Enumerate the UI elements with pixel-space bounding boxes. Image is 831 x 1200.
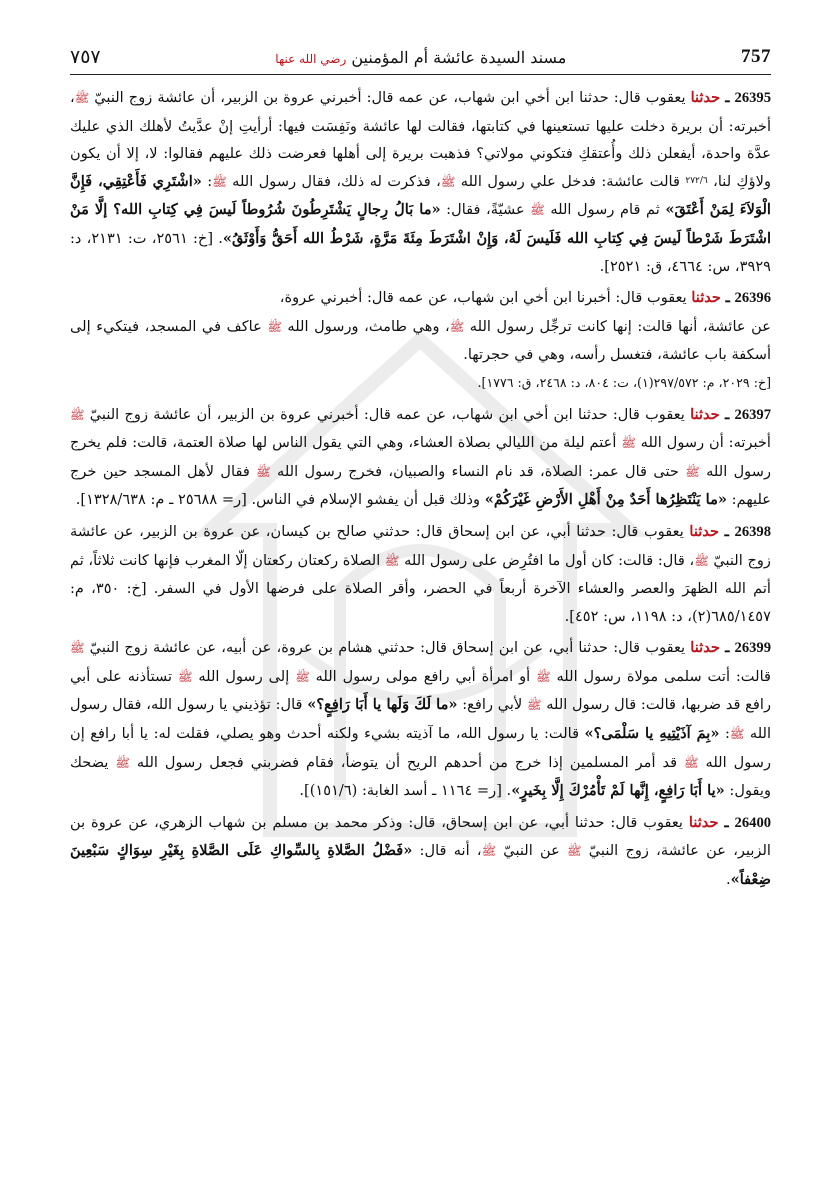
hadith-number: 26396 <box>734 290 771 307</box>
hadith-text <box>220 89 685 106</box>
hadith-number: 26400 <box>734 814 772 831</box>
page-header <box>70 40 771 75</box>
prophetic-quote: «فَضْلُ الصَّلاةِ بِالسِّواكِ عَلَى الصَّلاةِ بِغَيْرِ سِوَاكٍ سَبْعِينَ ضِعْفاً» <box>70 842 771 889</box>
text-run: يعقوب قال: أخبرنا ابن أخي ابن شهاب، عن عمه قال: أخبرني عروة، <box>279 289 687 307</box>
salla-symbol: ﷺ <box>295 669 310 684</box>
haddathana-label: حدثنا <box>690 89 721 106</box>
hadith-paragraph <box>70 84 771 280</box>
text-run: . <box>725 871 731 889</box>
text-run: ، قال: قالت: كان أول ما افتُرِض على رسول الله <box>399 551 695 569</box>
hadith-number: 26395 <box>734 90 772 106</box>
page-number-arabic: ٧٥٧ <box>70 46 101 68</box>
text-run: ، فذكرت له ذلك، فقال رسول الله <box>226 172 441 190</box>
hadith-entry <box>70 518 771 630</box>
salla-symbol: ﷺ <box>440 174 456 189</box>
running-title-text: مسند السيدة عائشة أم المؤمنين <box>351 47 567 67</box>
text-run: يعقوب قال: حدثنا أبي، عن ابن إسحاق، قال: وذكر محمد بن مسلم بن شهاب الزهري، عن عروة بن الزبير، عن عائشة، زوج النبيّ <box>70 813 771 860</box>
hadith-text <box>70 639 771 799</box>
prophetic-quote: «بِمَ آذَيْتِيهِ يا سَلْمَى؟» <box>584 725 720 743</box>
text-run: فقال لأهل المسجد حين خرج عليهم: <box>70 462 771 509</box>
text-run: أن عائشة زوج النبيّ <box>89 89 216 106</box>
text-run: حتى قال عمر: الصلاة، قد نام النساء والصبيان، فخرج رسول الله <box>270 462 686 480</box>
salla-symbol: ﷺ <box>685 464 700 479</box>
text-run: عن النبيّ <box>496 842 568 860</box>
text-run: ، أخبرته: أن بريرة دخلت عليها تستعينها في كتابتها، فقالت لها عائشة ونَفِسَت فيها: أرأيتِ إنْ عدَّيتُ لأهلك الذي عليك عدَّة واحدة، أيفعلن ذلك وأُعتقكِ فتكوني مولاتي؟ فذهبت بريرة إلى أهلها فعرضت ذلك عليهم فقالوا: لا، إلا أن يكون ولاؤكِ لنا، <box>70 89 771 190</box>
text-run: يعقوب قال: حدثنا أبي، عن ابن إسحاق قال: حدثني هشام بن عروة، عن أبيه، عن عائشة زوج النبيّ <box>84 639 686 657</box>
hadith-text <box>280 289 687 306</box>
haddathana-label: حدثنا <box>691 289 721 307</box>
hadith-entry <box>70 634 771 805</box>
text-run: إلى رسول الله <box>192 667 296 685</box>
salla-symbol: ﷺ <box>449 319 465 334</box>
text-run: قالت: أتت سلمى مولاة رسول الله <box>550 667 771 685</box>
text-run: لأبي رافع: <box>457 696 527 714</box>
text-run: أعتم ليلة من الليالي بصلاة العشاء، وهي التي يقول الناس لها صلاة العتمة، قالت: فلم يخرج رسول الله <box>70 434 771 480</box>
salla-symbol: ﷺ <box>70 641 85 656</box>
text-run: قد أمر المسلمين إذا خرج من أحدهم الريح أن يتوضأ، فقام فضربني فجعل رسول الله <box>129 753 685 771</box>
text-run: وذلك قبل أن يفشو الإسلام في الناس. [ر= ٢٥٦٨٨ ـ م: ١٣٢٨/٦٣٨]. <box>75 491 485 509</box>
dash: ـ <box>724 813 729 831</box>
dash: ـ <box>725 639 730 657</box>
text-run: قالت: يا رسول الله، ما آذيته بشيء ولكنه أحدث وهو يصلي، فقلت له: يا أبا رافع إن رسول الله <box>70 725 772 771</box>
text-run: الصلاة ركعتان ركعتان إلّا المغرب فإنها كانت ثلاثاً، ثم أتم الله الظهرَ والعصر والعشاء الآخرة أربعاً في الحضر، وأقر الصلاة على فرضها الأول في السفر. [خ: ٣٥٠، م: ٦٨٥/١٤٥٧(٢)، د: ١١٩٨، س: ٤٥٢]. <box>70 551 771 625</box>
text-run: أو امرأة أبي رافع مولى رسول الله <box>309 667 537 685</box>
text-run: . [ر= ١١٦٤ ـ أسد الغابة: (١٥١/٦)]. <box>299 782 512 800</box>
text-run: تستأذنه على أبي رافع قد ضربها، قالت: قال رسول الله <box>70 667 772 714</box>
text-run: عاكف في المسجد، فيتكيء إلى أسكفة باب عائشة، فتغسل رأسه، وهي في حجرتها. <box>70 317 771 364</box>
dash: ـ <box>725 89 730 106</box>
dash: ـ <box>724 522 729 540</box>
salla-symbol: ﷺ <box>694 553 709 568</box>
hadith-text <box>70 318 771 364</box>
salla-symbol: ﷺ <box>384 553 400 568</box>
salla-symbol: ﷺ <box>115 755 130 770</box>
salla-symbol: ﷺ <box>74 91 90 105</box>
text-run: يعقوب قال: حدثنا ابن أخي ابن شهاب، عن عمه قال: أخبرني عروة بن الزبير، <box>220 89 686 106</box>
text-run: : <box>719 725 730 743</box>
prophetic-quote: «ما لَكَ وَلَها يا أَبَا رَافِعٍ؟» <box>307 696 458 714</box>
prophetic-quote: «ما بَالُ رِجالٍ يَشْتَرِطُونَ شُرُوطاً لَيسَ فِي كِتابِ الله؟ إلَّا مَنْ اشْتَرَطَ شَرْطاً لَيسَ فِي كِتابِ الله فَلَيسَ لَهُ، وَإِنْ اشْتَرَطَ مِئَةَ مَرَّةٍ، شَرْطُ الله أَحَقُّ وَأَوْثَقُ» <box>70 201 772 247</box>
prophetic-quote: «اشْتَرِي فَأَعْتِقِي، فَإِنَّ الْوَلاَءَ لِمَنْ أَعْتَقَ» <box>70 172 771 219</box>
salla-symbol: ﷺ <box>729 727 745 742</box>
text-run: أخبرته: أن رسول الله <box>635 434 771 452</box>
dash: ـ <box>725 289 730 307</box>
salla-symbol: ﷺ <box>481 844 497 859</box>
salla-symbol: ﷺ <box>621 436 636 451</box>
salla-symbol: ﷺ <box>267 319 282 334</box>
prophetic-quote: «ما يَنْتَظِرُها أَحَدٌ مِنْ أَهْلِ الأَرْضِ غَيْرَكُمْ» <box>484 491 728 509</box>
hadith-entry <box>70 84 771 280</box>
salla-symbol: ﷺ <box>70 407 85 422</box>
haddathana-label: حدثنا <box>690 639 720 657</box>
hadith-paragraph <box>70 634 771 805</box>
hadith-number: 26398 <box>734 523 772 540</box>
hadith-number: 26397 <box>734 406 771 423</box>
hadith-entry <box>70 401 771 514</box>
salla-symbol: ﷺ <box>530 203 545 218</box>
hadith-entry <box>70 809 771 894</box>
hadith-paragraph <box>70 401 771 514</box>
prophetic-quote: «يا أَبَا رَافِعٍ، إِنَّها لَمْ تَأْمُرْكَ إِلَّا بِخَيرٍ» <box>511 782 725 800</box>
salla-symbol: ﷺ <box>212 174 227 189</box>
text-run: قالت عائشة: فدخل علي رسول الله <box>455 172 680 190</box>
text-run: . [خ: ٢٥٦١، ت: ٢١٣١، د: ٣٩٢٩، س: ٤٦٦٤، ق: ٢٥٢١]. <box>70 229 771 275</box>
hadith-text <box>70 406 771 509</box>
text-run: قال: تؤذيني يا رسول الله، فقال رسول الله <box>70 696 772 743</box>
haddathana-label: حدثنا <box>688 813 719 831</box>
dash: ـ <box>724 405 730 423</box>
hadith-paragraph <box>70 809 771 894</box>
hadith-content <box>70 84 771 1170</box>
page-number: 757 <box>740 46 771 67</box>
haddathana-label: حدثنا <box>689 522 719 540</box>
text-run: عن عائشة، أنها قالت: إنها كانت ترجِّل رسول الله <box>464 317 771 335</box>
hadith-entry <box>70 284 771 396</box>
text-run: ، أنه قال: <box>412 842 482 860</box>
margin-note: ٢٧٢/٦ <box>685 175 708 186</box>
haddathana-label: حدثنا <box>690 405 720 423</box>
running-title <box>275 48 566 67</box>
salla-symbol: ﷺ <box>684 755 699 770</box>
text-run: ثم قام رسول الله <box>544 201 666 219</box>
hadith-text <box>70 523 771 625</box>
radiya-symbol: رضي الله عنها <box>275 51 347 66</box>
hadith-text <box>70 814 771 888</box>
text-run: يعقوب قال: حدثنا ابن أخي ابن شهاب، عن عمه قال: أخبرني عروة بن الزبير، أن عائشة زوج النبيّ <box>84 405 685 423</box>
text-run: يعقوب قال: حدثنا أبي، عن ابن إسحاق قال: حدثني صالح بن كيسان، عن عروة بن الزبير، عن عائشة زوج النبيّ <box>70 522 771 569</box>
text-run: : <box>201 172 213 190</box>
hadith-number: 26399 <box>734 640 772 657</box>
text-run: [خ: ٢٠٢٩، م: ٢٩٧/٥٧٢(١)، ت: ٨٠٤، د: ٢٤٦٨، ق: ١٧٧٦]. <box>477 374 771 390</box>
hadith-reference <box>70 369 771 397</box>
text-run: ، وهي طامث، ورسول الله <box>281 317 450 335</box>
hadith-paragraph <box>70 313 771 369</box>
salla-symbol: ﷺ <box>526 698 542 713</box>
text-run: عشيّةً، فقال: <box>440 201 531 219</box>
hadith-paragraph <box>70 518 771 630</box>
hadith-text <box>70 173 771 275</box>
salla-symbol: ﷺ <box>536 669 551 684</box>
salla-symbol: ﷺ <box>177 669 193 684</box>
salla-symbol: ﷺ <box>256 464 271 479</box>
hadith-paragraph <box>70 284 771 313</box>
salla-symbol: ﷺ <box>567 844 582 859</box>
text-run: يضحك ويقول: <box>70 753 771 800</box>
